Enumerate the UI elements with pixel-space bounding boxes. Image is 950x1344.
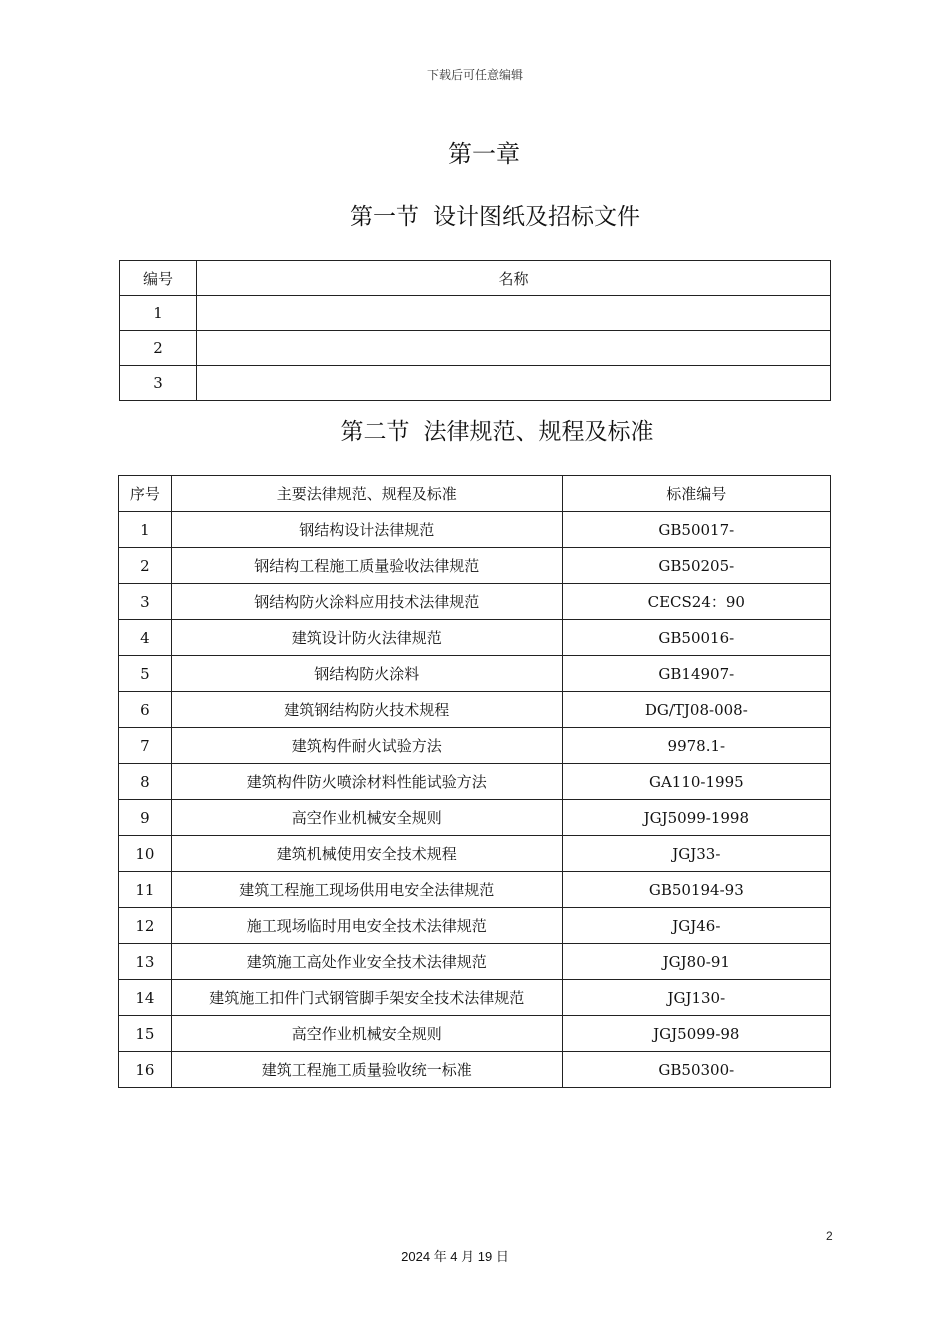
table-cell: 钢结构设计法律规范 (171, 512, 562, 548)
header-cell: 主要法律规范、规程及标准 (171, 476, 562, 512)
table-row (120, 366, 831, 401)
table-cell: DG/TJ08-008- (562, 692, 830, 728)
page-header: 下载后可任意编辑 (426, 68, 523, 82)
table-cell: 建筑设计防火法律规范 (171, 620, 562, 656)
table-cell: 1 (119, 512, 172, 548)
table-row (119, 656, 831, 692)
table-cell: JGJ130- (562, 980, 830, 1016)
table-cell: GB50017- (562, 512, 830, 548)
table-cell: 3 (119, 584, 172, 620)
table-row (119, 944, 831, 980)
table-row (119, 872, 831, 908)
table-cell: GB50205- (562, 548, 830, 584)
table-cell: 4 (119, 620, 172, 656)
table-cell: JGJ5099-98 (562, 1016, 830, 1052)
table-row (120, 331, 831, 366)
table-cell: 钢结构工程施工质量验收法律规范 (171, 548, 562, 584)
table-cell: 高空作业机械安全规则 (171, 1016, 562, 1052)
table-row (119, 728, 831, 764)
table-cell: 建筑钢结构防火技术规程 (171, 692, 562, 728)
table-cell: JGJ46- (562, 908, 830, 944)
table-cell: 14 (119, 980, 172, 1016)
section2-title: 法律规范、规程及标准 (423, 419, 654, 445)
table-cell: GB50016- (562, 620, 830, 656)
table-row (119, 836, 831, 872)
section1-heading (0, 198, 950, 231)
table-row (119, 1016, 831, 1052)
table-cell: 建筑机械使用安全技术规程 (171, 836, 562, 872)
table-cell: 1 (120, 296, 197, 331)
table-cell: 2 (120, 331, 197, 366)
chapter-title: 第一章 (448, 140, 520, 168)
table-cell: 13 (119, 944, 172, 980)
section2-number: 第二节 (340, 419, 410, 445)
header-cell: 序号 (119, 476, 172, 512)
table-cell: 施工现场临时用电安全技术法律规范 (171, 908, 562, 944)
table-cell: CECS24：90 (562, 584, 830, 620)
table-cell: 6 (119, 692, 172, 728)
table-cell: 5 (119, 656, 172, 692)
table-cell: 8 (119, 764, 172, 800)
table-cell: 建筑工程施工质量验收统一标准 (171, 1052, 562, 1088)
table-row (119, 908, 831, 944)
table-row (119, 692, 831, 728)
table-cell: JGJ5099-1998 (562, 800, 830, 836)
table-cell: 建筑构件防火喷涂材料性能试验方法 (171, 764, 562, 800)
table-row (120, 296, 831, 331)
table-cell: 建筑施工扣件门式钢管脚手架安全技术法律规范 (171, 980, 562, 1016)
table-cell: 建筑施工高处作业安全技术法律规范 (171, 944, 562, 980)
table-cell (197, 331, 831, 366)
table-cell: 15 (119, 1016, 172, 1052)
table-cell: GB50300- (562, 1052, 830, 1088)
table-cell: GB50194-93 (562, 872, 830, 908)
table-cell (197, 296, 831, 331)
table-cell: 建筑工程施工现场供用电安全法律规范 (171, 872, 562, 908)
table-cell: 12 (119, 908, 172, 944)
table-row (119, 512, 831, 548)
standards-table (118, 475, 831, 1088)
table-cell: 16 (119, 1052, 172, 1088)
footer-date: 2024 年 4 月 19 日 (401, 1249, 509, 1264)
table-row (119, 980, 831, 1016)
header-cell: 标准编号 (562, 476, 830, 512)
table-cell: GA110-1995 (562, 764, 830, 800)
page-number: 2 (826, 1229, 833, 1243)
table-cell: 9978.1- (562, 728, 830, 764)
table-cell: JGJ80-91 (562, 944, 830, 980)
table-header-row (120, 261, 831, 296)
table-row (119, 800, 831, 836)
table-row (119, 764, 831, 800)
header-cell: 名称 (197, 261, 831, 296)
table-cell: 10 (119, 836, 172, 872)
table-cell (197, 366, 831, 401)
table-cell: 建筑构件耐火试验方法 (171, 728, 562, 764)
table-row (119, 584, 831, 620)
table-cell: 3 (120, 366, 197, 401)
header-cell: 编号 (120, 261, 197, 296)
table-cell: GB14907- (562, 656, 830, 692)
table-header-row (119, 476, 831, 512)
table-cell: 钢结构防火涂料应用技术法律规范 (171, 584, 562, 620)
table-cell: 7 (119, 728, 172, 764)
table-cell: 9 (119, 800, 172, 836)
drawings-table (119, 260, 831, 401)
table-row (119, 1052, 831, 1088)
table-cell: JGJ33- (562, 836, 830, 872)
table-row (119, 548, 831, 584)
table-cell: 高空作业机械安全规则 (171, 800, 562, 836)
section1-number: 第一节 (350, 204, 419, 230)
table-cell: 11 (119, 872, 172, 908)
table-cell: 钢结构防火涂料 (171, 656, 562, 692)
table-row (119, 620, 831, 656)
table-cell: 2 (119, 548, 172, 584)
section2-heading (0, 413, 950, 446)
section1-title: 设计图纸及招标文件 (433, 204, 640, 230)
